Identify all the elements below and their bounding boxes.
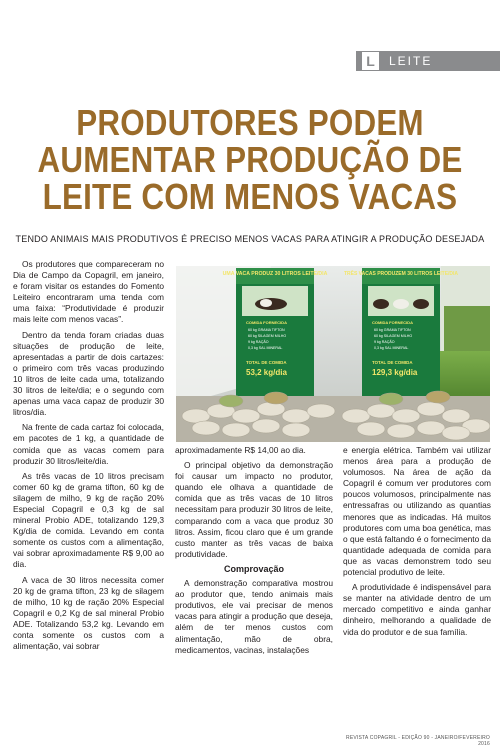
article-photo [176,266,490,442]
banner-left-item: 9 kg RAÇÃO [248,340,269,344]
banner-left-item: 0,3 kg SAL MINERAL [248,346,283,350]
article-column-3 [343,445,491,642]
banner-right-subtitle: COMIDA FORNECIDA [372,320,413,325]
section-letter: L [362,52,379,70]
banner-left-item: 60 kg SILAGEM MILHO [248,334,287,338]
paragraph: aproximadamente R$ 14,00 ao dia. [175,445,306,455]
banner-right-total-value: 129,3 kg/dia [372,368,418,377]
banner-right-total-label: TOTAL DE COMIDA [372,360,413,365]
paragraph: Os produtores que compareceram no Dia de Campo da Copagril, em janeiro, e foram visitar os estandes do Fomento Leiteiro encontraram uma tenda com uma faixa: “Produtividade é produzir mais leite com menos vacas”. [13,259,164,325]
banner-right-title: TRÊS VACAS PRODUZEM 30 LITROS LEITE/DIA [343,271,459,277]
article-column-2 [175,445,333,660]
headline [0,104,500,215]
section-tag [356,51,500,71]
subtitle: TENDO ANIMAIS MAIS PRODUTIVOS É PRECISO MENOS VACAS PARA ATINGIR A PRODUÇÃO DESEJADA [15,234,485,244]
paragraph: Dentro da tenda foram criadas duas situações de produção de leite, apresentadas a partir de dois cartazes: o primeiro com três vacas produzindo 10 litros de leite cada uma, totalizando 30 litros de leite/dia; e o segundo com apenas uma vaca capaz de produzir 30 litros/dia. [13,329,164,418]
paragraph: As três vacas de 10 litros precisam comer 60 kg de grama tifton, 60 kg de silagem de milho, 9 kg de ração 20% Especial Copagril e 0,3 kg de sal mineral Probio ADE, totalizando 129,3 Kg/dia de comida. Levando em conta somente os custos com a alimentação, vai sobrar aproximadamente R$ 9,00 ao dia. [13,470,164,570]
page-footer: REVISTA COPAGRIL - EDIÇÃO 90 - JANEIRO/FEVEREIRO 2016 [346,735,490,747]
banner-left-total-value: 53,2 kg/dia [246,368,287,377]
banner-right-item: 60 kg GRAMA TIFTON [374,328,411,332]
banner-left-subtitle: COMIDA FORNECIDA [246,320,287,325]
banner-left [223,268,328,396]
banner-right-item: 9 kg RAÇÃO [374,340,395,344]
banner-right-item: 0,3 kg SAL MINERAL [374,346,409,350]
headline-line-2: AUMENTAR PRODUÇÃO DE [37,139,463,180]
paragraph: A produtividade é indispensável para se manter na atividade dentro de um mercado competitivo e ainda ganhar dinheiro, melhorando a qualidade de vida do produtor e de sua família. [343,582,491,637]
paragraph: A demonstração comparativa mostrou ao produtor que, tendo animais mais produtivos, ele vai precisar de menos vacas para atingir a produção que deseja, além de ter menos custos com alimentação, mão de obra, medicamentos, vacinas, instalações [175,578,333,655]
paragraph: Na frente de cada cartaz foi colocada, em pacotes de 1 kg, a quantidade de comida que as vacas comem para produzir 30 litros/leite/dia. [13,422,164,466]
section-label: LEITE [389,54,433,68]
banner-right-item: 60 kg SILAGEM MILHO [374,334,413,338]
photo-illustration [176,266,490,442]
banner-left-item: 60 kg GRAMA TIFTON [248,328,285,332]
section-heading: Comprovação [223,563,285,574]
article-column-1 [13,259,164,656]
banner-left-total-label: TOTAL DE COMIDA [246,360,287,365]
paragraph: e energia elétrica. Também vai utilizar menos área para a produção de volumosos. Na área de ação da Copagril é comum ver produtores com poucos volumosos, principalmente nas entressafras ou utilizando as quantias menores que as indicadas. Há muitos produtores com uma boa genética, mas o que está faltando é o fornecimento da quantidade adequada de comida para que as vacas demonstrem todo seu potencial produtivo de leite. [343,445,491,578]
paragraph: O principal objetivo da demonstração foi causar um impacto no produtor, quando ele olhava a quantidade de comida que as três vacas de 10 litros necessitam para produzir 30 litros de leite, comparando com a vaca que produz 30 litros. Assim, ficou claro que é um grande custo manter as três vacas de baixa produtividade. [175,460,333,559]
headline-line-3: LEITE COM MENOS VACAS [42,176,458,217]
banner-left-title: UMA VACA PRODUZ 30 LITROS LEITE/DIA [222,271,328,277]
headline-line-1: PRODUTORES PODEM [76,102,424,143]
paragraph: A vaca de 30 litros necessita comer 20 kg de grama tifton, 23 kg de silagem de milho, 10 kg de ração 20% Especial Copagril e 0,2 Kg de sal mineral Probio ADE. Totalizando 53,2 kg. Levando em conta somente os custos com a alimentação, vai sobrar [13,574,164,652]
